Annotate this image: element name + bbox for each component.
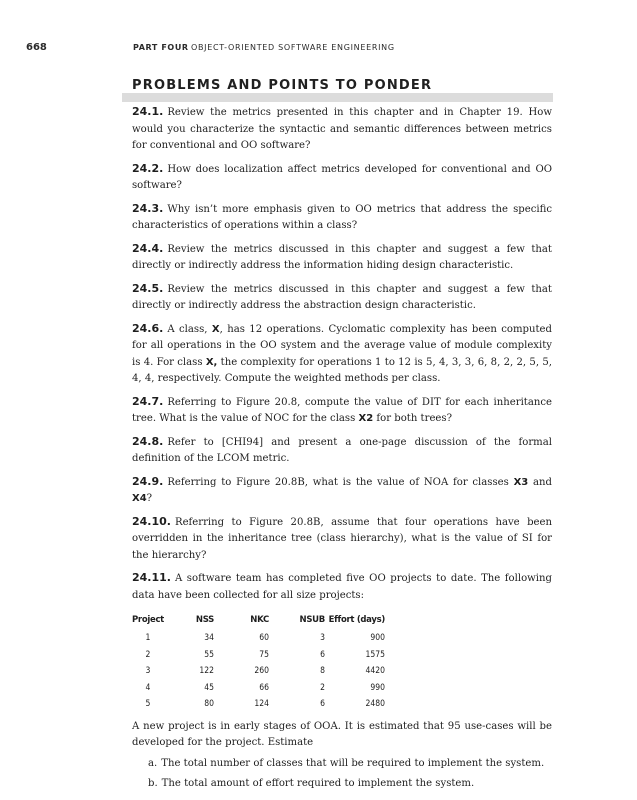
class-name-x4: X4 [132,493,147,504]
table-cell: 60 [259,633,269,643]
section-title: PROBLEMS AND POINTS TO PONDER [132,78,433,93]
table-cell: 900 [370,633,385,643]
table-cell: 122 [199,666,214,676]
table-row [132,696,385,713]
problem-text: Referring to Figure 20.8B, assume that four operations have been overridden in the inheritance tree (class hierarchy), what is the value of SI for the hierarchy? [132,516,552,561]
problem-number: 24.7. [132,394,164,408]
column-header: NSUB [299,614,325,625]
problem-text: for both trees? [376,413,452,424]
table-row [132,630,385,647]
problem-text: How does localization affect metrics developed for conventional and OO software? [132,163,552,191]
problem-24-6 [132,321,552,388]
problem-text: Review the metrics discussed in this chapter and suggest a few that directly or indirectly address the information hiding design characteristic. [132,243,552,271]
table-cell: 75 [259,649,269,660]
problem-text: Referring to Figure 20.8, compute the value of DIT for each inheritance tree. What is the value of NOC for the class [132,396,552,424]
table-cell: 80 [204,699,214,709]
problem-text: Review the metrics presented in this chapter and in Chapter 19. How would you characterize the syntactic and semantic differences between metrics for conventional and OO software? [132,107,552,151]
subitem-a [132,756,552,773]
problem-number: 24.6. [132,321,164,335]
problem-24-11 [132,570,552,604]
problem-number: 24.9. [132,474,164,488]
class-name-x2: X2 [358,413,374,424]
column-header: Project [132,614,164,625]
table-cell: 990 [370,682,385,693]
problem-text: and [533,476,552,488]
problem-number: 24.8. [132,434,164,448]
page-number: 668 [26,42,47,53]
subitem-label: b. [148,778,158,789]
problem-text: Review the metrics discussed in this chapter and suggest a few that directly or indirectly address the abstraction design characteristic. [132,283,552,311]
problem-number: 24.5. [132,281,164,295]
problem-text: Why isn’t more emphasis given to OO metrics that address the specific characteristics of operations within a class? [132,203,552,231]
table-cell: 1 [145,633,151,643]
table-cell: 4 [145,682,151,693]
problem-text: A class, [167,323,208,335]
subitem-label: a. [148,757,158,769]
problem-text: the complexity for operations 1 to 12 is 5, 4, 3, 3, 6, 8, 2, 2, 5, 5, 4, 4, respectively. Compute the weighted methods per class. [132,356,552,384]
table-cell: 2480 [365,699,385,709]
table-cell: 55 [204,649,214,660]
table-cell: 34 [204,633,214,643]
problem-24-2 [132,161,552,195]
column-header: NKC [250,614,269,625]
table-cell: 5 [145,699,151,709]
section-title-rule [122,93,553,102]
table-cell: 66 [259,682,269,693]
table-cell: 260 [254,666,269,676]
class-name-x: X, [205,356,218,368]
problem-text: Referring to Figure 20.8B, what is the value of NOA for classes [167,476,509,488]
problem-24-5 [132,281,552,315]
column-header: Effort (days) [328,614,385,625]
subitem-text: The total amount of effort required to implement the system. [161,778,475,789]
table-cell: 124 [254,699,269,709]
problem-number: 24.10. [132,514,171,528]
estimate-prompt: A new project is in early stages of OOA. It is estimated that 95 use-cases will be developed for the project. Estimate [132,720,552,748]
problem-number: 24.2. [132,161,164,175]
problem-text: A software team has completed five OO projects to date. The following data have been collected for all size projects: [132,573,552,601]
table-row [132,663,385,680]
class-name-x3: X3 [513,476,529,488]
table-cell: 3 [320,633,325,643]
column-header: NSS [195,614,214,625]
table-cell: 1575 [365,649,385,660]
project-data-table [132,610,385,713]
problem-24-10 [132,514,552,565]
running-header [20,39,580,55]
problem-24-1 [132,104,552,155]
table-cell: 8 [320,666,325,676]
table-cell: 2 [145,649,151,660]
table-row [132,647,385,664]
table-row [132,680,385,697]
problem-number: 24.1. [132,105,164,118]
class-name-x: X [211,323,220,335]
table-cell: 2 [320,682,325,693]
subitem-text: The total number of classes that will be required to implement the system. [161,757,545,769]
problem-text: Refer to [CHI94] and present a one-page discussion of the formal definition of the LCOM metric. [132,436,552,464]
table-cell: 4420 [365,666,385,676]
table-cell: 45 [204,682,214,693]
problem-24-3 [132,201,552,235]
table-header-row [132,610,385,630]
part-name: OBJECT-ORIENTED SOFTWARE ENGINEERING [191,43,395,52]
table-cell: 3 [145,666,151,676]
problem-number: 24.4. [132,241,164,255]
problem-24-9 [132,474,552,508]
problems-list [132,104,552,793]
table-cell: 6 [320,699,325,709]
problem-24-7 [132,394,552,428]
problem-text: , has 12 operations. Cyclomatic complexity has been computed for all operations in the OO system and the average value of module complexity is 4. For class [132,323,552,368]
table-cell: 6 [320,649,325,660]
problem-24-8 [132,434,552,468]
subitem-b [132,776,552,793]
part-label: PART FOUR [133,43,189,52]
problem-number: 24.11. [132,571,171,584]
problem-text: ? [146,493,153,504]
problem-24-4 [132,241,552,275]
problem-number: 24.3. [132,201,164,215]
